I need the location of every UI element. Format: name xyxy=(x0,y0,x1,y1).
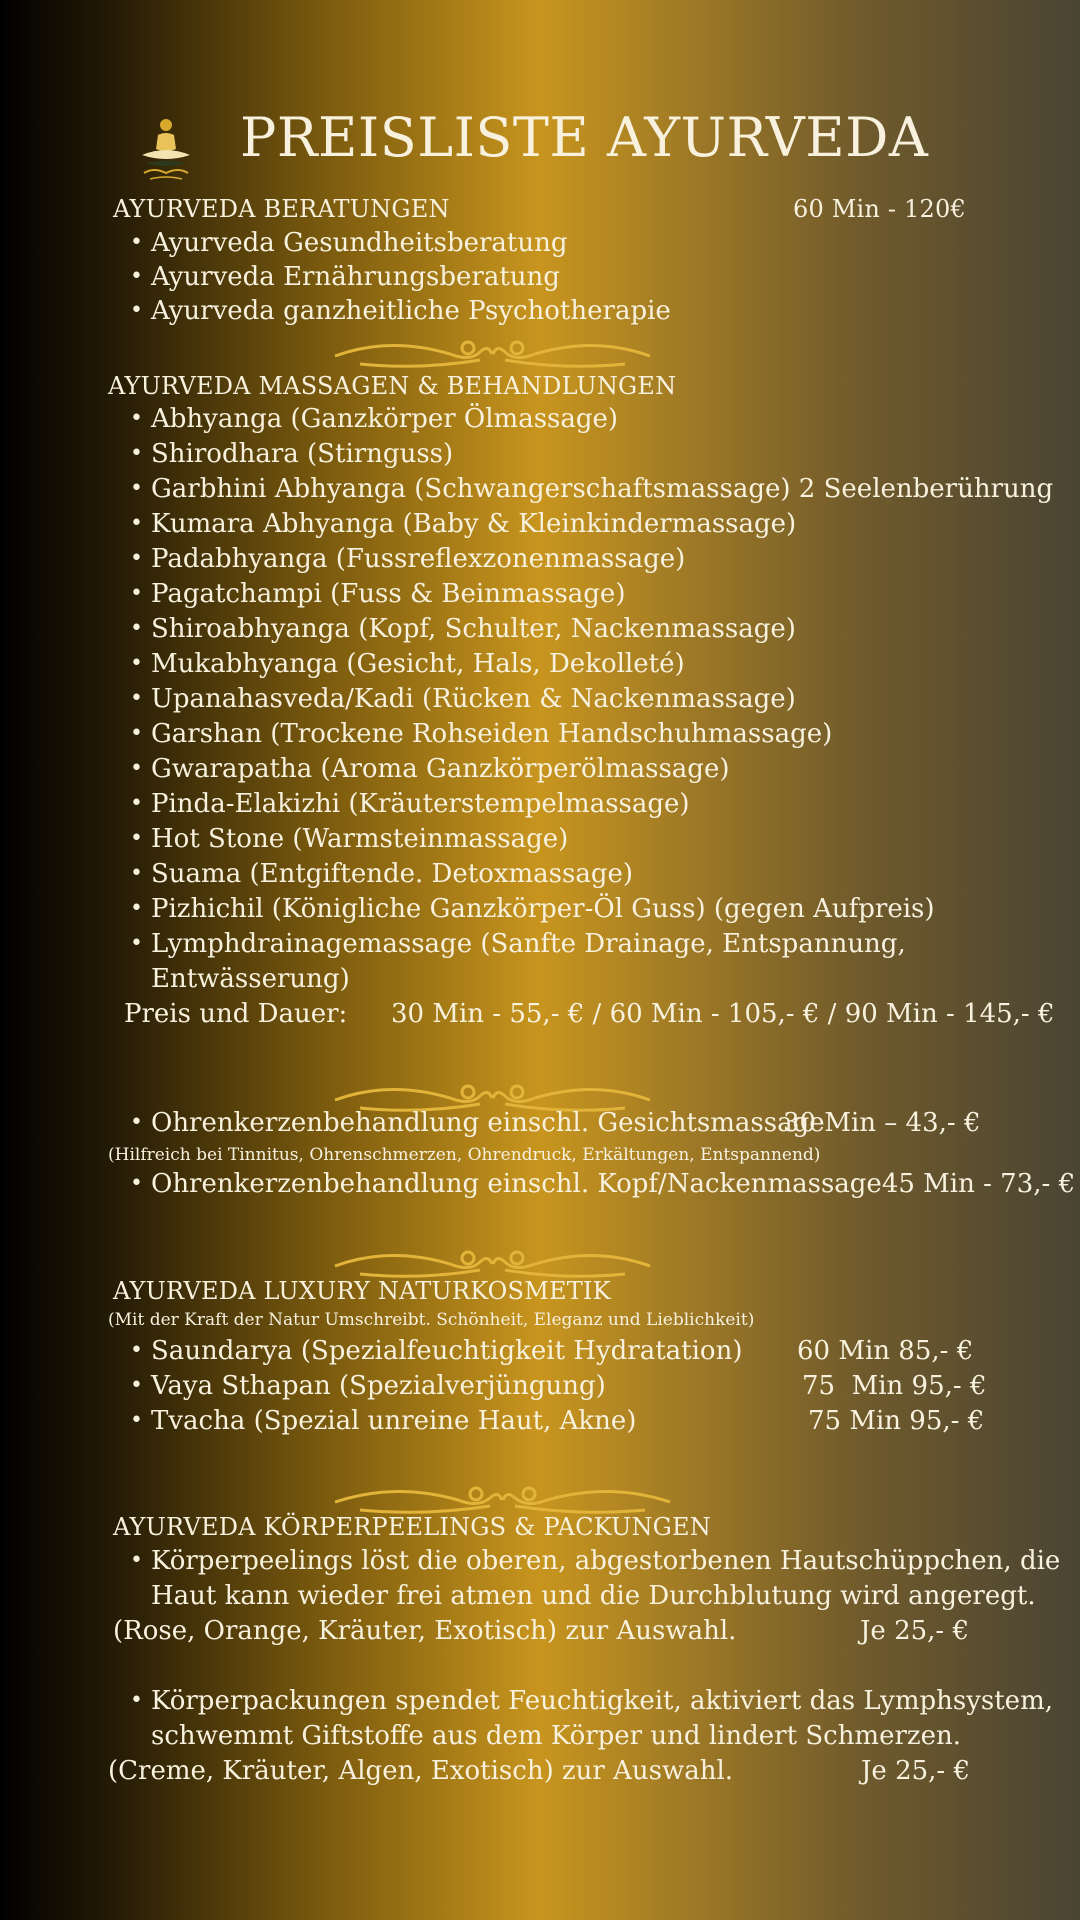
list-item: • Pinda-Elakizhi (Kräuterstempelmassage) xyxy=(130,789,690,819)
list-item: • Saundarya (Spezialfeuchtigkeit Hydratation) xyxy=(130,1336,742,1366)
list-item: • Körperpackungen spendet Feuchtigkeit, aktiviert das Lymphsystem, xyxy=(130,1686,1053,1716)
price-packungen: Je 25,- € xyxy=(861,1756,971,1786)
section-heading-kosmetik: AYURVEDA LUXURY NATURKOSMETIK xyxy=(113,1277,611,1305)
list-item: • Hot Stone (Warmsteinmassage) xyxy=(130,824,568,854)
price-value: 30 Min - 55,- € / 60 Min - 105,- € / 90 Min - 145,- € xyxy=(391,999,1055,1029)
list-item: • Shirodhara (Stirnguss) xyxy=(130,439,453,469)
list-item: • Lymphdrainagemassage (Sanfte Drainage, Entspannung, xyxy=(130,929,906,959)
list-item: • Kumara Abhyanga (Baby & Kleinkindermassage) xyxy=(130,509,796,539)
list-item: • Pizhichil (Königliche Ganzkörper-Öl Guss) (gegen Aufpreis) xyxy=(130,894,935,924)
price-saundarya: 60 Min 85,- € xyxy=(797,1336,974,1366)
section-heading-beratungen: AYURVEDA BERATUNGEN xyxy=(113,195,450,223)
ornamental-divider xyxy=(330,334,655,374)
list-item-continuation: schwemmt Giftstoffe aus dem Körper und lindert Schmerzen. xyxy=(151,1721,961,1751)
section-heading-peelings: AYURVEDA KÖRPERPEELINGS & PACKUNGEN xyxy=(113,1513,711,1541)
list-item: • Tvacha (Spezial unreine Haut, Akne) xyxy=(130,1406,636,1436)
price-ohrenkerzen-1: 30 Min – 43,- € xyxy=(783,1108,981,1138)
list-item: • Upanahasveda/Kadi (Rücken & Nackenmassage) xyxy=(130,684,796,714)
list-item: • Körperpeelings löst die oberen, abgestorbenen Hautschüppchen, die xyxy=(130,1546,1060,1576)
list-item: • Suama (Entgiftende. Detoxmassage) xyxy=(130,859,633,889)
choice-peelings: (Rose, Orange, Kräuter, Exotisch) zur Auswahl. xyxy=(113,1616,737,1646)
page-title: PREISLISTE AYURVEDA xyxy=(240,106,929,169)
price-tvacha: 75 Min 95,- € xyxy=(808,1406,985,1436)
list-item: • Ayurveda Ernährungsberatung xyxy=(130,262,560,292)
list-item: • Garshan (Trockene Rohseiden Handschuhmassage) xyxy=(130,719,832,749)
note-ohrenkerzen: (Hilfreich bei Tinnitus, Ohrenschmerzen, Ohrendruck, Erkältungen, Entspannend) xyxy=(108,1145,821,1165)
list-item: • Garbhini Abhyanga (Schwangerschaftsmassage) 2 Seelenberührung xyxy=(130,474,1053,504)
note-kosmetik: (Mit der Kraft der Natur Umschreibt. Schönheit, Eleganz und Lieblichkeit) xyxy=(108,1310,755,1330)
price-label: Preis und Dauer: xyxy=(124,999,348,1029)
list-item: • Pagatchampi (Fuss & Beinmassage) xyxy=(130,579,625,609)
list-item: • Ohrenkerzenbehandlung einschl. Kopf/Nackenmassage45 Min - 73,- € xyxy=(130,1169,1075,1199)
list-item: • Abhyanga (Ganzkörper Ölmassage) xyxy=(130,404,618,434)
list-item: • Ayurveda Gesundheitsberatung xyxy=(130,228,567,258)
list-item: • Mukabhyanga (Gesicht, Hals, Dekolleté) xyxy=(130,649,685,679)
list-item: • Gwarapatha (Aroma Ganzkörperölmassage) xyxy=(130,754,729,784)
meditation-figure-icon xyxy=(136,115,196,195)
choice-packungen: (Creme, Kräuter, Algen, Exotisch) zur Auswahl. xyxy=(108,1756,734,1786)
list-item-continuation: Entwässerung) xyxy=(151,964,350,994)
list-item: • Ayurveda ganzheitliche Psychotherapie xyxy=(130,296,671,326)
price-peelings: Je 25,- € xyxy=(860,1616,970,1646)
price-vaya-sthapan: 75 Min 95,- € xyxy=(802,1371,987,1401)
price-beratungen: 60 Min - 120€ xyxy=(793,195,966,223)
list-item: • Vaya Sthapan (Spezialverjüngung) xyxy=(130,1371,606,1401)
list-item: • Shiroabhyanga (Kopf, Schulter, Nackenmassage) xyxy=(130,614,796,644)
list-item: • Ohrenkerzenbehandlung einschl. Gesichtsmassage xyxy=(130,1108,825,1138)
list-item: • Padabhyanga (Fussreflexzonenmassage) xyxy=(130,544,685,574)
list-item-continuation: Haut kann wieder frei atmen und die Durchblutung wird angeregt. xyxy=(151,1581,1036,1611)
section-heading-massagen: AYURVEDA MASSAGEN & BEHANDLUNGEN xyxy=(108,372,677,400)
